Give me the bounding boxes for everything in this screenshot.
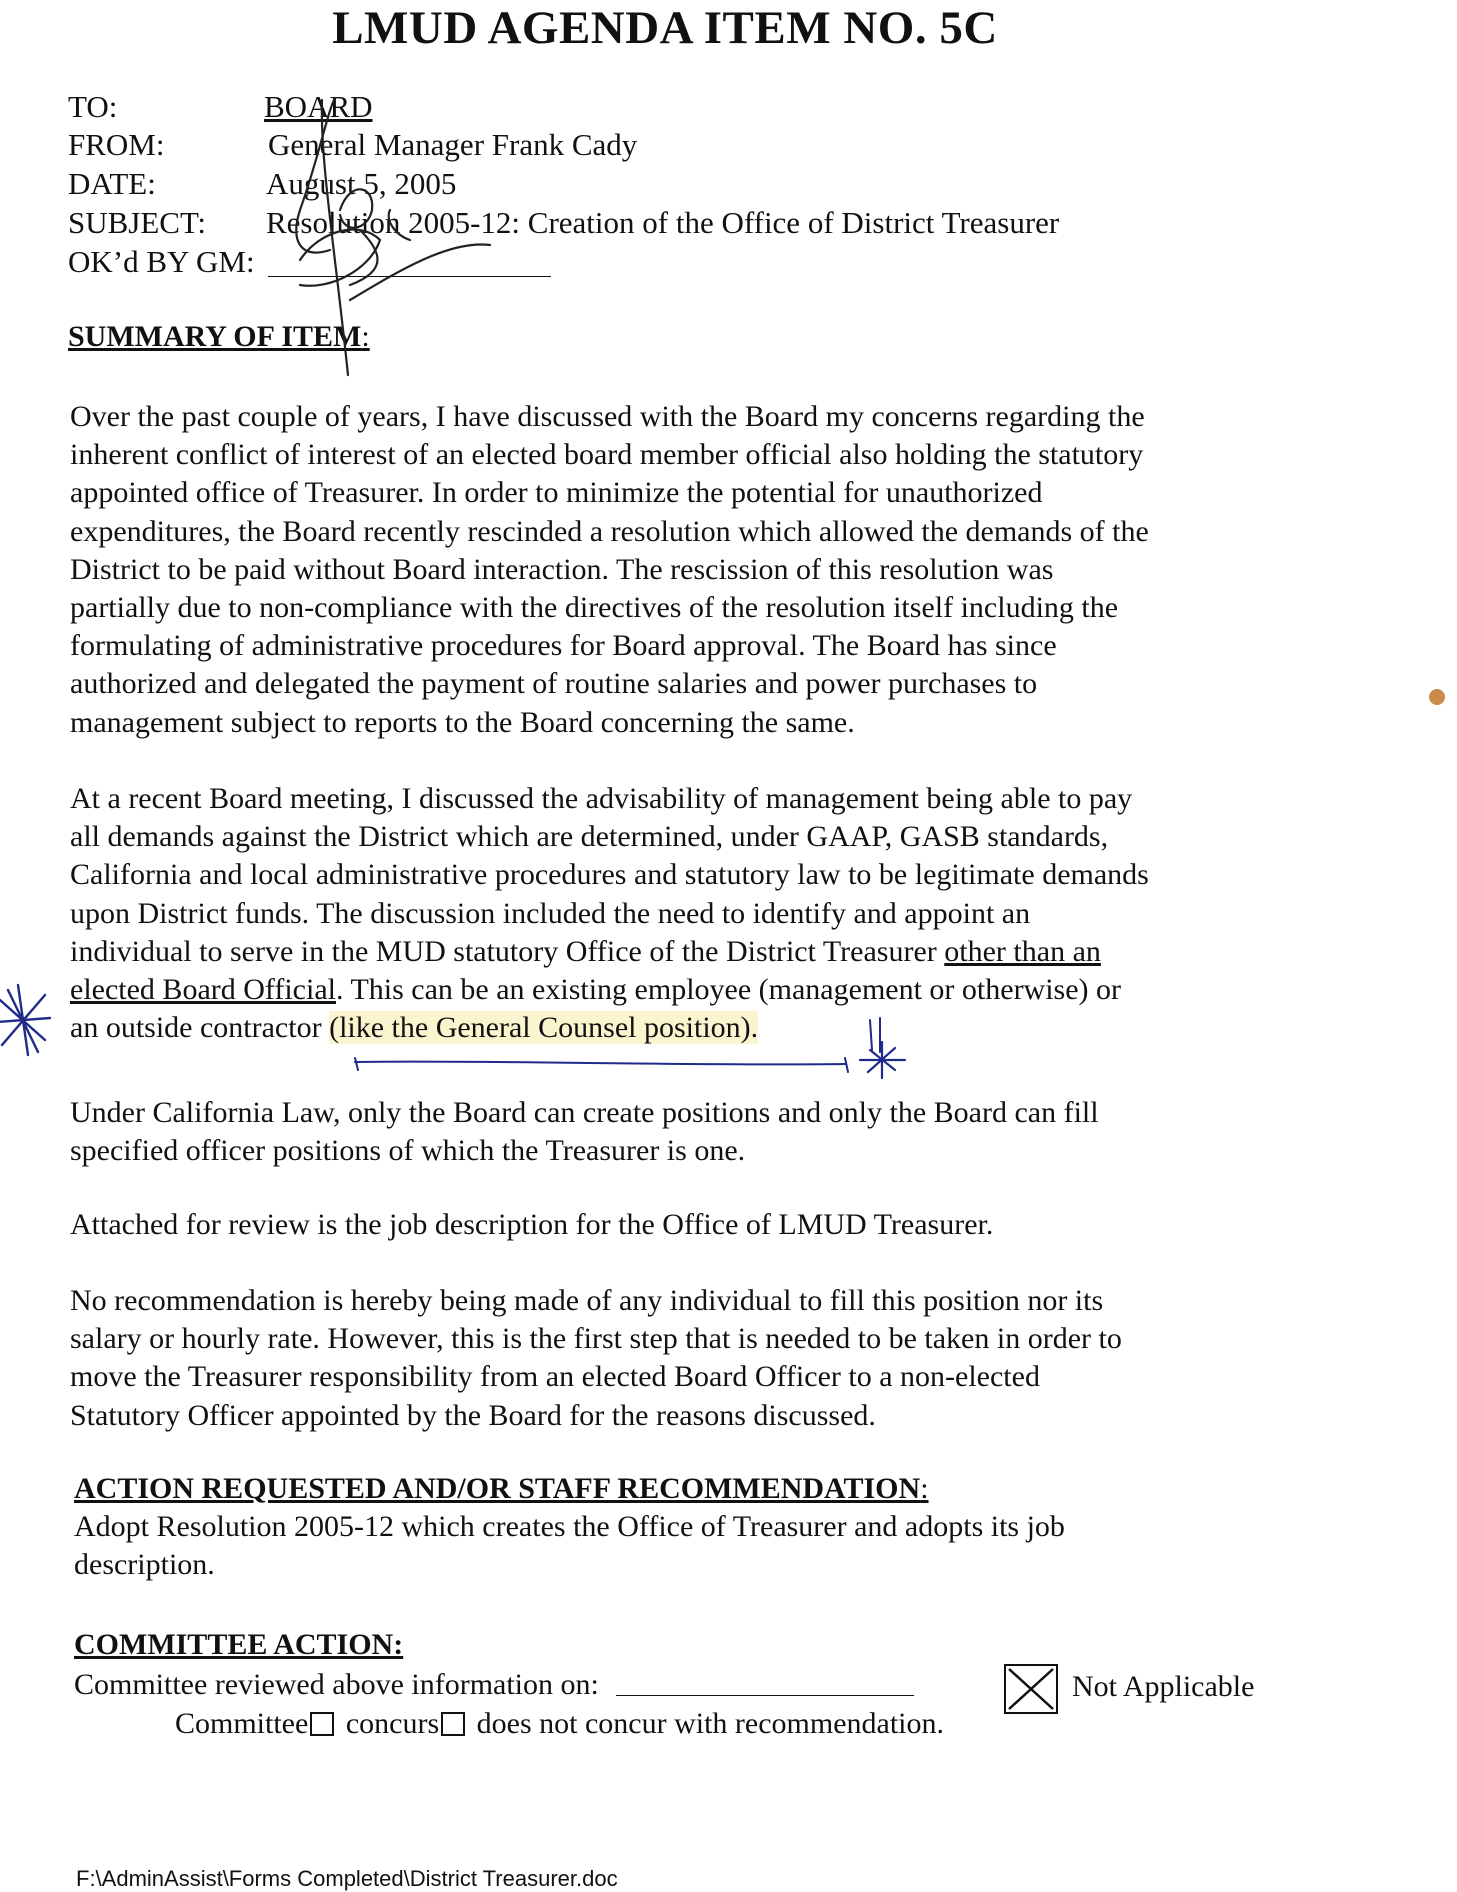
subject-value: Resolution 2005-12: Creation of the Office of District Treasurer xyxy=(266,205,1060,240)
review-date-blank[interactable] xyxy=(616,1695,914,1696)
committee-word: Committee xyxy=(175,1707,309,1740)
action-heading: ACTION REQUESTED AND/OR STAFF RECOMMENDATION: xyxy=(74,1472,929,1505)
p1-line: management subject to reports to the Board concerning the same. xyxy=(70,705,855,739)
stain-mark xyxy=(1429,689,1445,705)
action-paragraph xyxy=(74,1508,1314,1584)
file-path-footer: F:\AdminAssist\Forms Completed\District Treasurer.doc xyxy=(76,1866,618,1891)
to-value: BOARD xyxy=(264,89,373,124)
p2-line: California and local administrative procedures and statutory law to be legitimate demands xyxy=(70,858,1149,892)
summary-heading-text: SUMMARY OF ITEM xyxy=(68,320,362,353)
p2-line xyxy=(70,1009,1310,1047)
p2-line: all demands against the District which are determined, under GAAP, GASB standards, xyxy=(70,820,1109,854)
agenda-title: LMUD AGENDA ITEM NO. 5C xyxy=(332,2,998,54)
asterisk-mark xyxy=(0,985,50,1055)
p1-line: Over the past couple of years, I have discussed with the Board my concerns regarding the xyxy=(70,400,1145,433)
highlighted-text: (like the General Counsel position). xyxy=(329,1011,759,1045)
summary-paragraph-2 xyxy=(70,780,1310,1047)
p3-line: specified officer positions of which the Treasurer is one. xyxy=(70,1134,746,1168)
summary-heading: SUMMARY OF ITEM: xyxy=(68,320,370,353)
p5-line: No recommendation is hereby being made of any individual to fill this position nor its xyxy=(70,1284,1104,1317)
subject-label: SUBJECT: xyxy=(68,205,206,240)
action-line: description. xyxy=(74,1548,215,1582)
committee-heading: COMMITTEE ACTION: xyxy=(74,1628,404,1661)
p5-line: salary or hourly rate. However, this is the first step that is needed to be taken in order to xyxy=(70,1322,1122,1356)
p1-line: appointed office of Treasurer. In order to minimize the potential for unauthorized xyxy=(70,476,1043,510)
okd-label: OK’d BY GM: xyxy=(68,244,255,279)
p5-line: move the Treasurer responsibility from an elected Board Officer to a non-elected xyxy=(70,1360,1040,1394)
p3-line: Under California Law, only the Board can create positions and only the Board can fill xyxy=(70,1096,1099,1129)
p1-line: inherent conflict of interest of an elected board member official also holding the statutory xyxy=(70,438,1144,472)
summary-paragraph-3 xyxy=(70,1094,1310,1170)
p2-line xyxy=(70,971,1310,1009)
p2-underlined-text: elected Board Official xyxy=(70,973,336,1007)
p1-line: authorized and delegated the payment of routine salaries and power purchases to xyxy=(70,667,1038,701)
p2-line: upon District funds. The discussion included the need to identify and appoint an xyxy=(70,896,1031,930)
p2-line7-text: an outside contractor xyxy=(70,1011,330,1045)
p2-line xyxy=(70,933,1310,971)
p2-line5-text: individual to serve in the MUD statutory Office of the District Treasurer xyxy=(70,934,945,968)
p2-underlined-text: other than an xyxy=(944,934,1101,968)
p4-line: Attached for review is the job description for the Office of LMUD Treasurer. xyxy=(70,1208,994,1241)
from-label: FROM: xyxy=(68,127,165,162)
action-line: Adopt Resolution 2005-12 which creates the Office of Treasurer and adopts its job xyxy=(74,1510,1065,1543)
memo-header xyxy=(68,88,1268,288)
summary-paragraph-4 xyxy=(70,1206,1310,1244)
p1-line: District to be paid without Board interaction. The rescission of this resolution was xyxy=(70,552,1054,586)
committee-reviewed-text: Committee reviewed above information on: xyxy=(74,1668,599,1701)
to-label: TO: xyxy=(68,89,118,124)
p5-line: Statutory Officer appointed by the Board for the reasons discussed. xyxy=(70,1398,876,1432)
gm-signature-line xyxy=(268,276,551,277)
date-value: August 5, 2005 xyxy=(266,166,457,201)
p1-line: formulating of administrative procedures for Board approval. The Board has since xyxy=(70,629,1057,663)
committee-checkbox[interactable] xyxy=(310,1712,334,1736)
p2-line6-text: . This can be an existing employee (management or otherwise) or xyxy=(336,973,1122,1007)
p1-line: expenditures, the Board recently rescinded a resolution which allowed the demands of the xyxy=(70,514,1149,548)
does-not-concur-label: does not concur with recommendation. xyxy=(476,1707,944,1740)
action-heading-text: ACTION REQUESTED AND/OR STAFF RECOMMENDATION xyxy=(74,1472,921,1505)
concurs-label: concurs xyxy=(345,1707,440,1740)
not-applicable-label: Not Applicable xyxy=(1072,1670,1255,1703)
summary-paragraph-1 xyxy=(70,398,1310,742)
p1-line: partially due to non-compliance with the directives of the resolution itself including the xyxy=(70,591,1119,625)
summary-paragraph-5 xyxy=(70,1282,1310,1435)
concurs-checkbox[interactable] xyxy=(441,1712,465,1736)
p2-line: At a recent Board meeting, I discussed the advisability of management being able to pay xyxy=(70,782,1133,815)
date-label: DATE: xyxy=(68,166,156,201)
from-value: General Manager Frank Cady xyxy=(268,127,638,162)
committee-concur-line xyxy=(175,1705,1325,1743)
